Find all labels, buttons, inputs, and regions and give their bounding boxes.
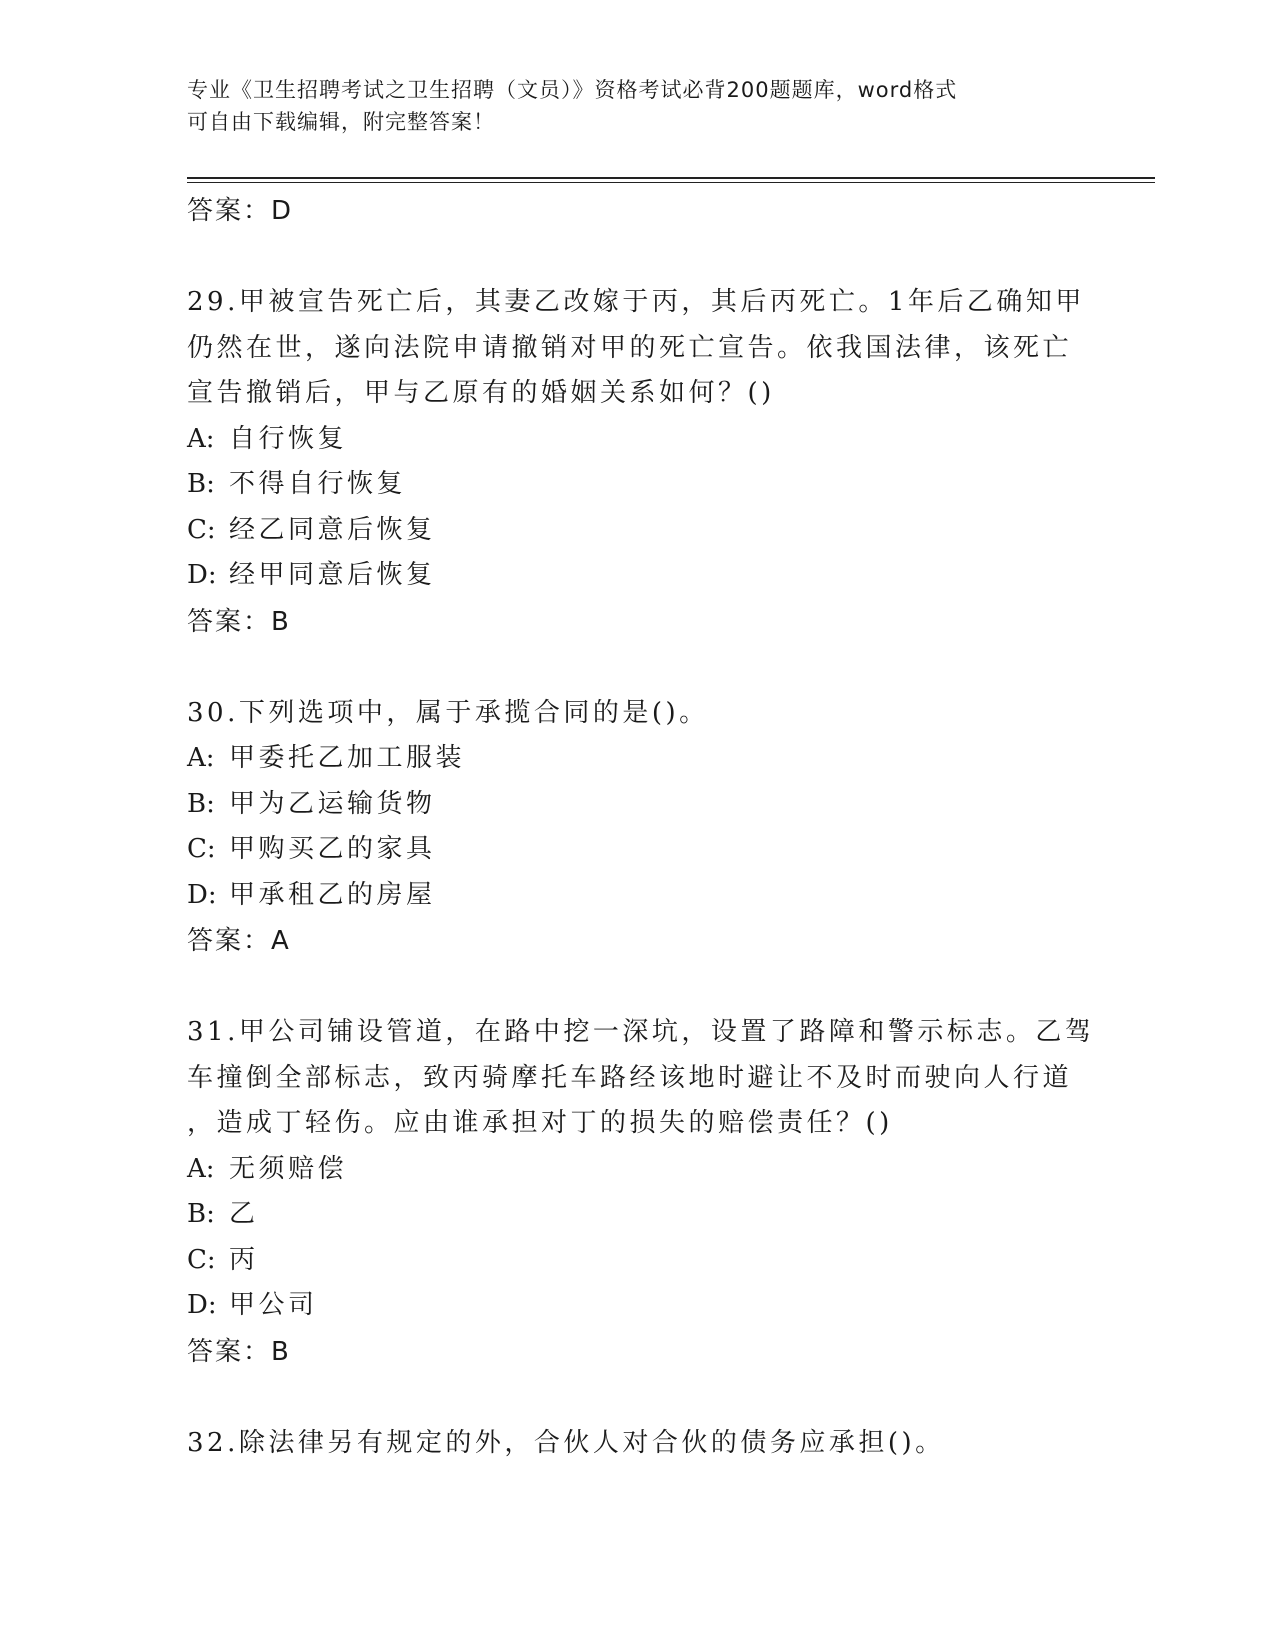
answer-option [187,782,1155,828]
option-text: 甲承租乙的房屋 [229,879,436,910]
header-line-1: 专业《卫生招聘考试之卫生招聘（文员）》资格考试必背200题题库，word格式 [187,78,958,102]
option-key: C: [187,514,216,545]
answer-option [187,736,1155,782]
question-gap [187,645,1155,691]
question-list [187,188,1155,1466]
answer-option [187,1192,1155,1238]
answer-option [187,462,1155,508]
question-block [187,691,1155,965]
question-stem-line: 29.甲被宣告死亡后，其妻乙改嫁于丙，其后丙死亡。1年后乙确知甲 [187,287,1085,317]
answer-option [187,1283,1155,1329]
option-key: D: [187,560,217,590]
option-key: B: [187,788,215,819]
answer-option [187,417,1155,463]
option-key: A: [187,743,215,773]
answer-line: 答案：B [187,1336,291,1367]
option-text: 甲委托乙加工服装 [229,743,466,773]
question-stem-line: 车撞倒全部标志，致丙骑摩托车路经该地时避让不及时而驶向人行道 [187,1062,1073,1093]
option-key: C: [187,1244,216,1275]
option-key: B: [187,1199,215,1229]
header-divider-thin [187,182,1155,183]
option-key: A: [187,1153,215,1184]
question-block [187,1421,1155,1467]
option-text: 丙 [229,1244,259,1275]
answer-option [187,827,1155,873]
answer-line: 答案：A [187,926,291,956]
question-stem [187,1010,1155,1147]
option-text: 无须赔偿 [229,1153,348,1184]
question-stem-line: 仍然在世，遂向法院申请撤销对甲的死亡宣告。依我国法律，该死亡 [187,332,1073,363]
answer-option [187,508,1155,554]
question-gap [187,234,1155,280]
question-stem [187,691,1155,737]
question-stem-line: 32.除法律另有规定的外，合伙人对合伙的债务应承担()。 [187,1427,945,1458]
document-header [187,74,1087,138]
answer-line: 答案：B [187,606,291,637]
question-block [187,1010,1155,1375]
answer-option [187,873,1155,919]
answer-option [187,1147,1155,1193]
option-key: B: [187,469,215,499]
option-text: 甲购买乙的家具 [229,834,436,864]
option-text: 甲为乙运输货物 [229,788,436,819]
question-stem [187,280,1155,417]
question-stem-line: 31.甲公司铺设管道，在路中挖一深坑，设置了路障和警示标志。乙驾 [187,1017,1095,1047]
answer-option [187,1238,1155,1284]
option-key: A: [187,423,215,454]
header-line-2: 可自由下载编辑，附完整答案！ [187,110,495,134]
option-text: 不得自行恢复 [229,469,407,499]
option-text: 经乙同意后恢复 [229,514,436,545]
option-text: 甲公司 [229,1290,318,1320]
option-text: 自行恢复 [229,423,348,454]
option-key: D: [187,1290,217,1320]
question-gap [187,1375,1155,1421]
question-stem-line: ，造成丁轻伤。应由谁承担对丁的损失的赔偿责任？() [187,1108,893,1138]
header-divider-thick [187,177,1155,179]
question-stem [187,1421,1155,1467]
question-stem-line: 宣告撤销后，甲与乙原有的婚姻关系如何？() [187,378,775,408]
question-gap [187,964,1155,1010]
answer-option [187,553,1155,599]
option-key: D: [187,879,217,910]
question-stem-line: 30.下列选项中，属于承揽合同的是()。 [187,697,709,728]
question-block [187,280,1155,645]
option-text: 乙 [229,1199,259,1229]
option-key: C: [187,834,216,864]
option-text: 经甲同意后恢复 [229,560,436,590]
answer-line: 答案：D [187,196,294,226]
